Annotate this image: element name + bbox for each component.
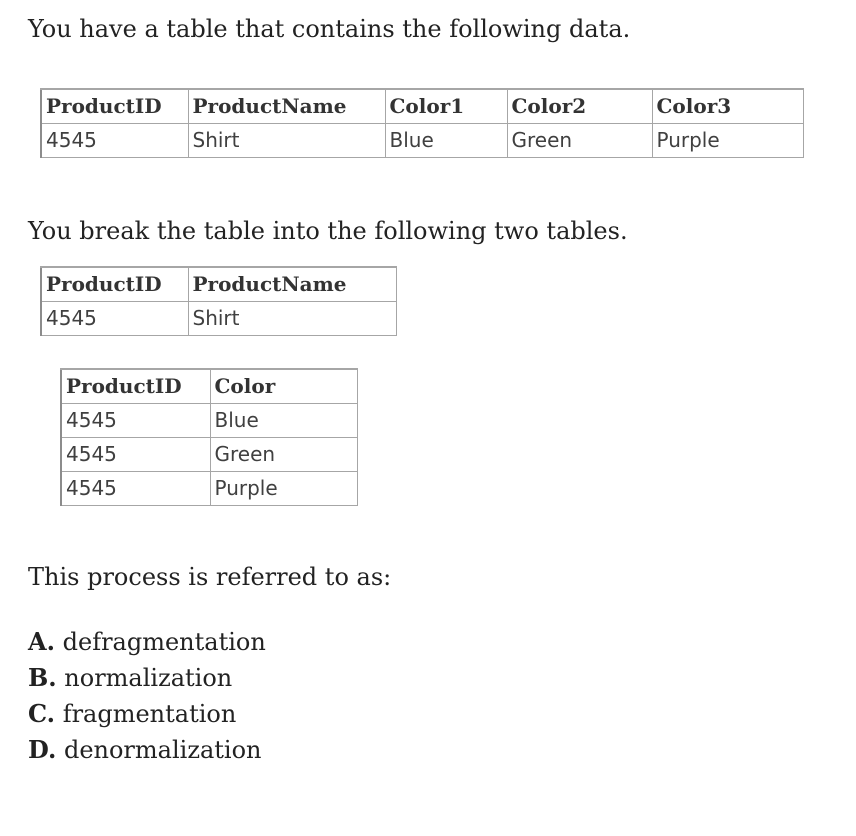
column-header: ProductName (188, 89, 385, 124)
column-header: ProductID (41, 89, 188, 124)
answer-letter: C. (28, 699, 56, 728)
intro-text: You have a table that contains the following data. (28, 15, 631, 43)
table-header-row (61, 369, 357, 404)
table-cell: 4545 (61, 404, 210, 438)
table-cell: 4545 (41, 302, 188, 336)
table-cell: Blue (210, 404, 357, 438)
answer-option-b[interactable] (28, 662, 266, 698)
table-header-row (41, 89, 803, 124)
table-cell: Blue (385, 124, 507, 158)
answer-option-c[interactable] (28, 698, 266, 734)
table-row (61, 404, 357, 438)
answer-text: denormalization (63, 736, 262, 764)
table-cell: Shirt (188, 302, 396, 336)
column-header: ProductName (188, 267, 396, 302)
original-table (40, 88, 804, 158)
column-header: Color (210, 369, 357, 404)
table-cell: 4545 (41, 124, 188, 158)
table-row (41, 124, 803, 158)
answer-text: fragmentation (62, 700, 237, 728)
table-cell: Purple (210, 472, 357, 506)
answer-option-a[interactable] (28, 626, 266, 662)
table-cell: 4545 (61, 472, 210, 506)
answer-list (28, 626, 266, 770)
column-header: ProductID (41, 267, 188, 302)
table-row (61, 438, 357, 472)
table-cell: Green (210, 438, 357, 472)
table-cell: Green (507, 124, 652, 158)
table-row (61, 472, 357, 506)
column-header: Color3 (652, 89, 803, 124)
product-table (40, 266, 397, 336)
table-cell: Purple (652, 124, 803, 158)
column-header: Color2 (507, 89, 652, 124)
table-cell: 4545 (61, 438, 210, 472)
answer-option-d[interactable] (28, 734, 266, 770)
answer-letter: A. (28, 627, 55, 656)
color-table (60, 368, 358, 506)
answer-text: defragmentation (62, 628, 266, 656)
break-text: You break the table into the following two tables. (28, 217, 628, 245)
answer-text: normalization (64, 664, 233, 692)
column-header: ProductID (61, 369, 210, 404)
table-cell: Shirt (188, 124, 385, 158)
answer-letter: B. (28, 663, 57, 692)
table-row (41, 302, 396, 336)
answer-letter: D. (28, 735, 57, 764)
question-text: This process is referred to as: (28, 563, 392, 591)
table-header-row (41, 267, 396, 302)
column-header: Color1 (385, 89, 507, 124)
